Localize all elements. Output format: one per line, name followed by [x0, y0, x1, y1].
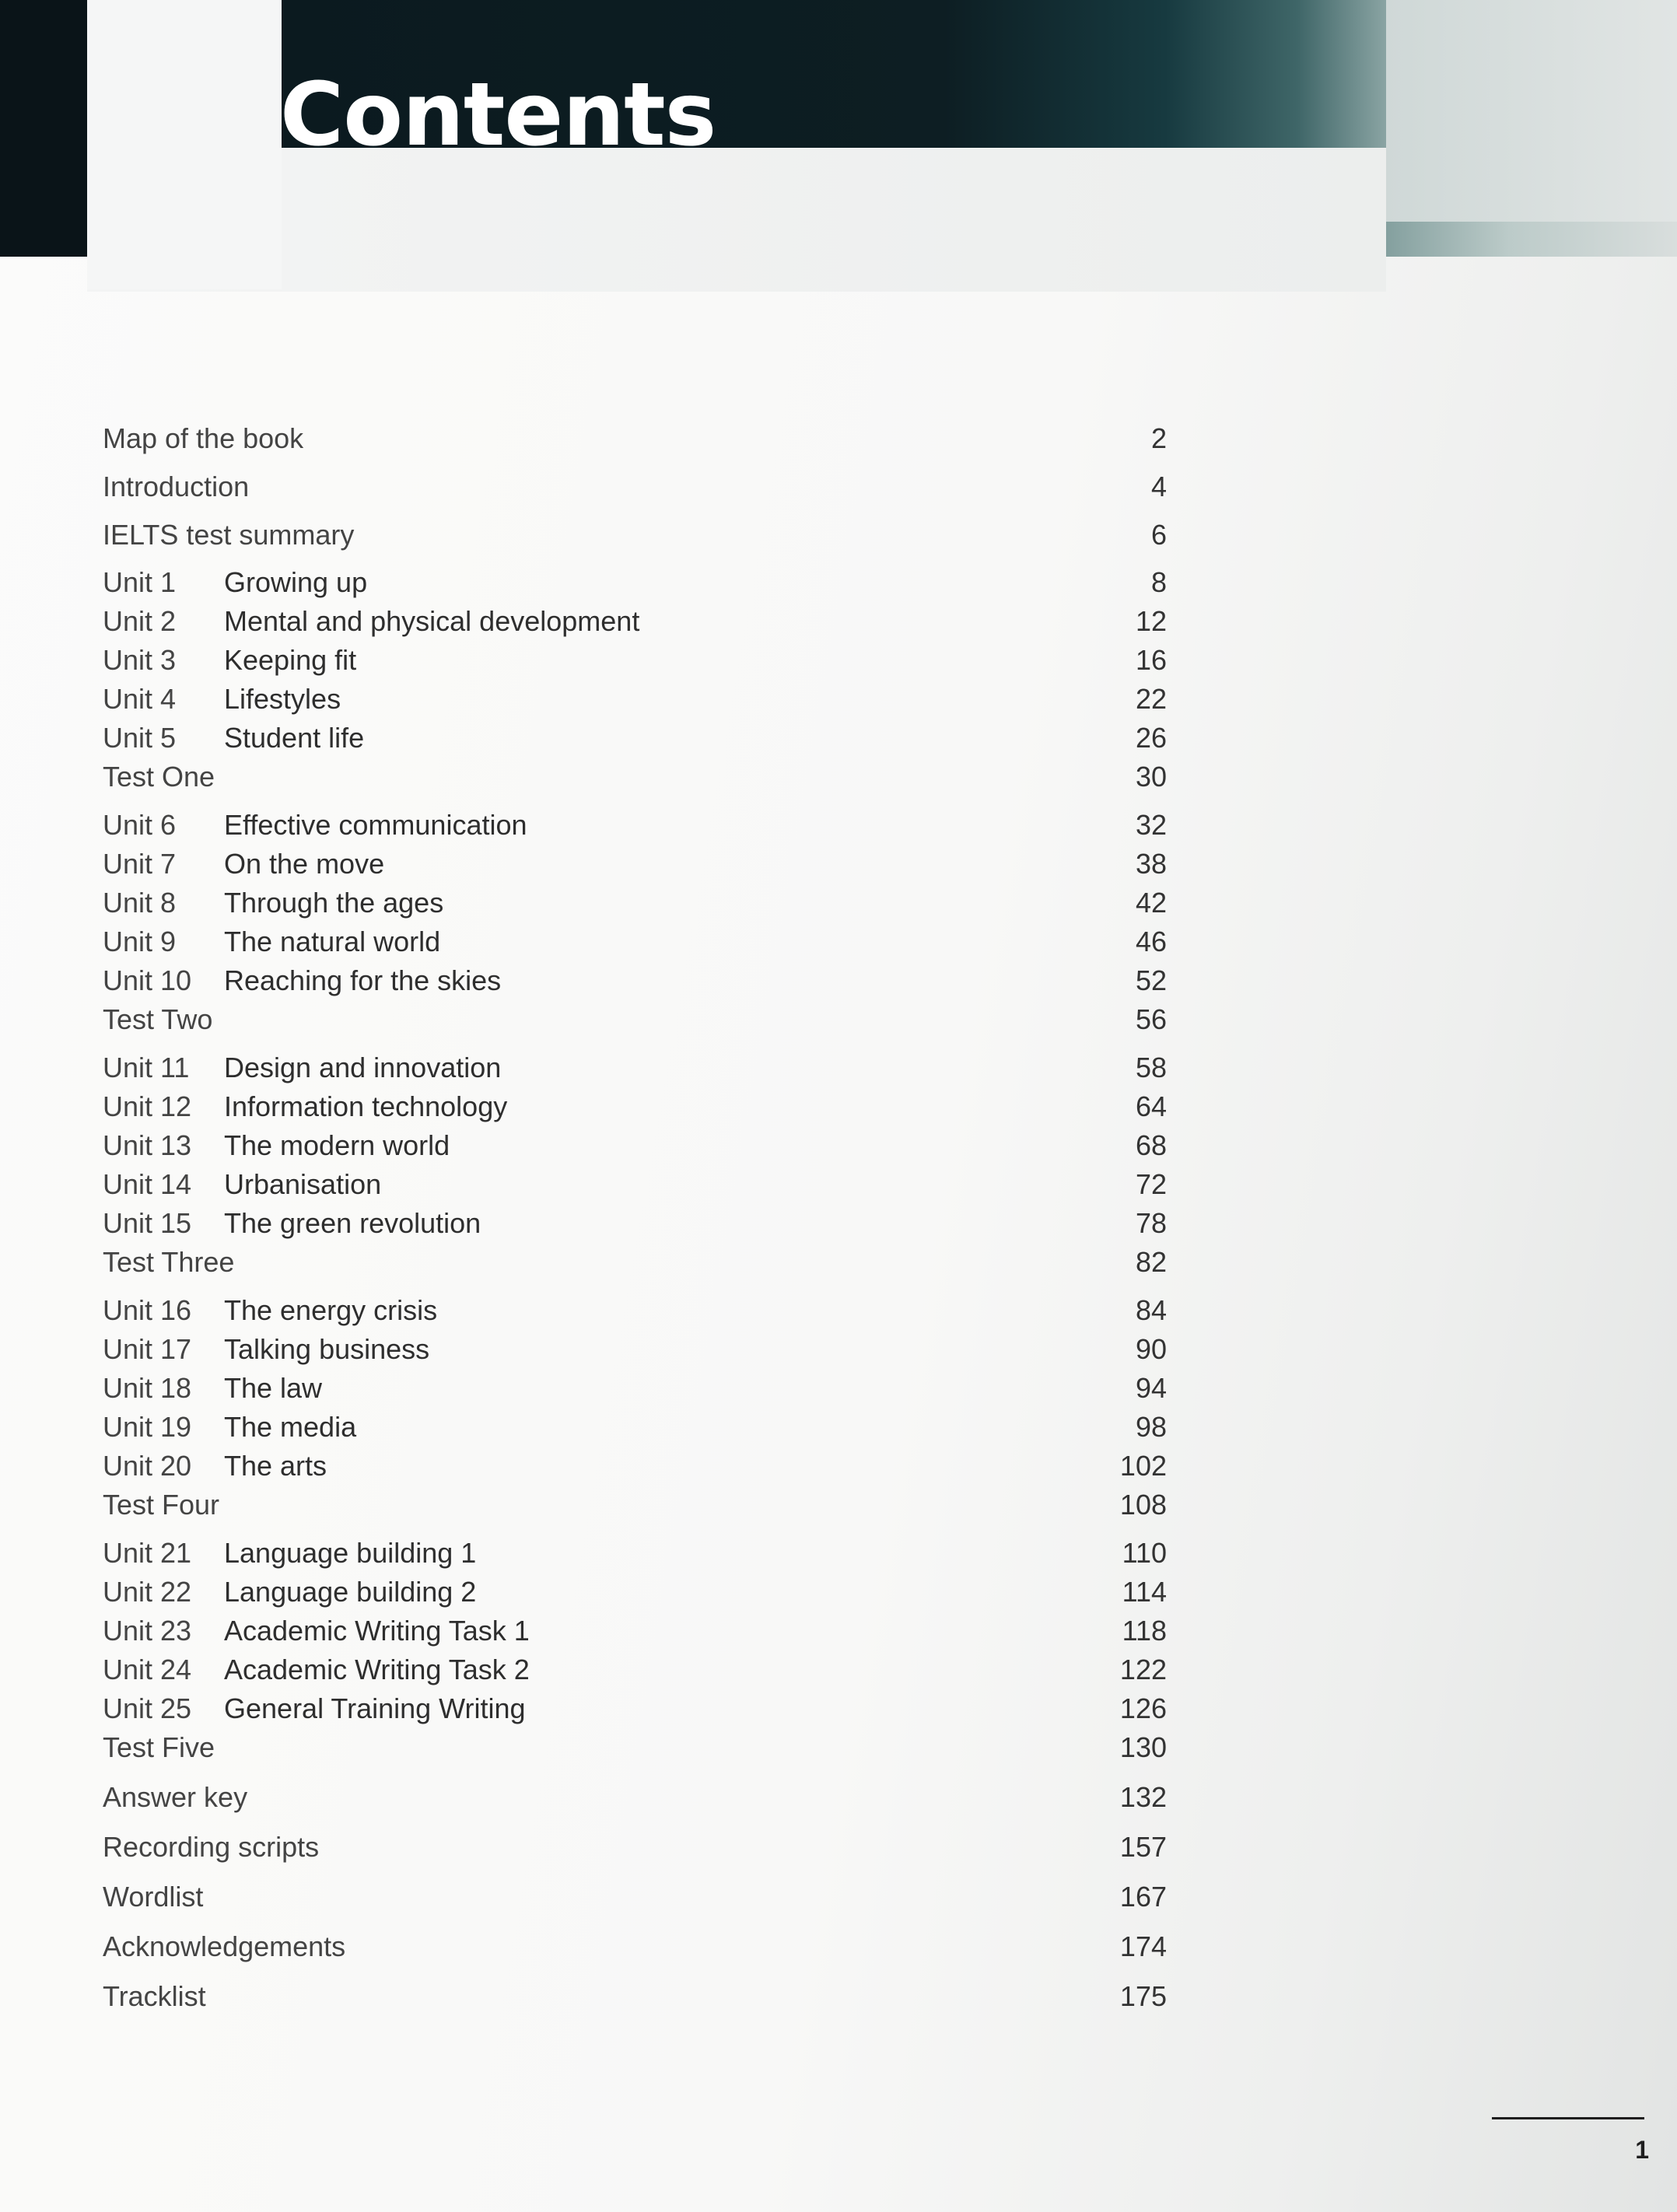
toc-entry-label: Unit 1: [103, 566, 177, 598]
toc-entry-label: Unit 25: [103, 1692, 192, 1724]
toc-entry-label: Answer key: [103, 1781, 248, 1813]
toc-entry-title: Information technology: [224, 1090, 508, 1122]
page-title: Contents: [280, 65, 716, 166]
toc-entry: [0, 1612, 1677, 1650]
toc-entry-label: Unit 9: [103, 926, 177, 957]
toc-entry-page: 42: [1135, 887, 1167, 919]
toc-entry-label: Unit 12: [103, 1090, 192, 1122]
toc-entry-page: 98: [1135, 1411, 1167, 1443]
toc-entry-label: Unit 4: [103, 683, 177, 715]
toc-entry-title: Urbanisation: [224, 1168, 382, 1200]
toc-entry-page: 68: [1135, 1129, 1167, 1161]
toc-entry: [0, 1244, 1677, 1281]
toc-entry-label: Unit 24: [103, 1654, 192, 1685]
toc-entry-title: Growing up: [224, 566, 368, 598]
footer-rule: [1492, 2117, 1644, 2119]
toc-entry-label: Test Three: [103, 1246, 235, 1278]
toc-entry-page: 2: [1150, 422, 1167, 454]
toc-entry: [0, 1088, 1677, 1125]
toc-entry-label: Test One: [103, 761, 215, 793]
toc-entry-label: Unit 15: [103, 1207, 192, 1239]
toc-entry-label: Introduction: [103, 471, 250, 502]
toc-entry: [0, 1829, 1677, 1866]
toc-entry: [0, 1486, 1677, 1524]
toc-entry-page: 30: [1135, 761, 1167, 793]
toc-entry-page: 12: [1135, 605, 1167, 637]
toc-entry: [0, 1878, 1677, 1916]
toc-entry: [0, 884, 1677, 922]
toc-entry-label: Test Four: [103, 1489, 220, 1521]
toc-entry-label: Recording scripts: [103, 1831, 320, 1863]
toc-entry-title: Design and innovation: [224, 1052, 502, 1083]
toc-entry-title: Lifestyles: [224, 683, 341, 715]
toc-entry-title: Language building 2: [224, 1576, 477, 1608]
toc-entry: [0, 603, 1677, 640]
page-number: 1: [1635, 2136, 1649, 2164]
toc-entry: [0, 1447, 1677, 1485]
toc-entry-title: The law: [224, 1372, 323, 1404]
toc-entry: [0, 420, 1677, 457]
toc-entry-title: The arts: [224, 1450, 327, 1482]
toc-entry: [0, 564, 1677, 601]
toc-entry-label: Unit 13: [103, 1129, 192, 1161]
toc-entry: [0, 642, 1677, 679]
toc-entry-label: Unit 18: [103, 1372, 192, 1404]
toc-entry: [0, 1928, 1677, 1965]
toc-entry-label: Unit 14: [103, 1168, 192, 1200]
toc-entry: [0, 1651, 1677, 1689]
toc-entry-title: Academic Writing Task 1: [224, 1615, 530, 1647]
toc-entry-title: Academic Writing Task 2: [224, 1654, 530, 1685]
toc-entry-page: 64: [1135, 1090, 1167, 1122]
toc-entry-label: Unit 8: [103, 887, 177, 919]
toc-entry-label: Unit 7: [103, 848, 177, 880]
toc-entry: [0, 1001, 1677, 1038]
toc-entry-page: 22: [1135, 683, 1167, 715]
toc-entry: [0, 681, 1677, 718]
toc-entry: [0, 962, 1677, 999]
toc-entry: [0, 1292, 1677, 1329]
toc-entry-page: 16: [1135, 644, 1167, 676]
toc-entry-label: Map of the book: [103, 422, 304, 454]
toc-entry-title: The green revolution: [224, 1207, 481, 1239]
toc-entry-title: The energy crisis: [224, 1294, 438, 1326]
toc-entry-title: General Training Writing: [224, 1692, 526, 1724]
toc-entry-page: 56: [1135, 1003, 1167, 1035]
toc-entry-page: 4: [1150, 471, 1167, 502]
toc-entry: [0, 1331, 1677, 1368]
toc-entry-label: Unit 22: [103, 1576, 192, 1608]
toc-entry: [0, 1978, 1677, 2015]
toc-entry-title: Keeping fit: [224, 644, 357, 676]
toc-entry-label: Acknowledgements: [103, 1930, 346, 1962]
toc-entry-page: 84: [1135, 1294, 1167, 1326]
toc-entry-page: 26: [1135, 722, 1167, 754]
toc-entry-title: Effective communication: [224, 809, 527, 841]
toc-entry: [0, 807, 1677, 844]
toc-entry-title: Mental and physical development: [224, 605, 640, 637]
toc-entry: [0, 719, 1677, 757]
toc-entry-page: 90: [1135, 1333, 1167, 1365]
toc-entry-label: Unit 20: [103, 1450, 192, 1482]
toc-entry-label: Unit 6: [103, 809, 177, 841]
toc-entry: [0, 758, 1677, 796]
toc-entry-page: 118: [1122, 1615, 1167, 1647]
toc-entry-page: 157: [1119, 1831, 1167, 1863]
toc-entry: [0, 1779, 1677, 1816]
toc-entry-label: Unit 3: [103, 644, 177, 676]
toc-entry-page: 114: [1122, 1576, 1167, 1608]
toc-entry: [0, 1205, 1677, 1242]
toc-entry-label: Test Two: [103, 1003, 213, 1035]
toc-entry-label: Unit 5: [103, 722, 177, 754]
toc-entry-label: Test Five: [103, 1731, 215, 1763]
toc-entry-label: Unit 19: [103, 1411, 192, 1443]
toc-entry: [0, 1409, 1677, 1446]
toc-entry-page: 108: [1119, 1489, 1167, 1521]
toc-entry-label: Unit 16: [103, 1294, 192, 1326]
toc-entry: [0, 1535, 1677, 1572]
toc-entry-label: Unit 21: [103, 1537, 192, 1569]
toc-entry: [0, 1166, 1677, 1203]
toc-entry-label: Unit 23: [103, 1615, 192, 1647]
toc-entry-page: 132: [1119, 1781, 1167, 1813]
toc-entry-page: 167: [1119, 1881, 1167, 1913]
toc-entry-title: The modern world: [224, 1129, 450, 1161]
toc-entry-title: On the move: [224, 848, 385, 880]
toc-entry-page: 52: [1135, 964, 1167, 996]
toc-entry-page: 38: [1135, 848, 1167, 880]
toc-entry-page: 6: [1150, 519, 1167, 551]
toc-entry: [0, 1690, 1677, 1727]
toc-entry-label: Unit 10: [103, 964, 192, 996]
toc-entry-title: The natural world: [224, 926, 441, 957]
toc-entry: [0, 1370, 1677, 1407]
toc-entry-page: 8: [1150, 566, 1167, 598]
toc-entry-page: 174: [1119, 1930, 1167, 1962]
toc-entry-title: Reaching for the skies: [224, 964, 502, 996]
toc-entry-title: Through the ages: [224, 887, 444, 919]
toc-entry-page: 82: [1135, 1246, 1167, 1278]
toc-entry-page: 46: [1135, 926, 1167, 957]
toc-entry: [0, 468, 1677, 506]
toc-entry: [0, 923, 1677, 961]
toc-entry: [0, 1049, 1677, 1087]
toc-entry-page: 126: [1119, 1692, 1167, 1724]
toc-entry-page: 122: [1119, 1654, 1167, 1685]
toc-entry-label: Wordlist: [103, 1881, 204, 1913]
toc-entry-label: Unit 11: [103, 1052, 190, 1083]
toc-entry-page: 78: [1135, 1207, 1167, 1239]
toc-entry-page: 58: [1135, 1052, 1167, 1083]
toc-entry-label: Unit 2: [103, 605, 177, 637]
toc-entry-page: 32: [1135, 809, 1167, 841]
toc-entry-page: 110: [1122, 1537, 1167, 1569]
toc-entry-page: 102: [1119, 1450, 1167, 1482]
toc-entry-title: Talking business: [224, 1333, 430, 1365]
toc-entry-label: Tracklist: [103, 1980, 206, 2012]
toc-entry-title: Student life: [224, 722, 365, 754]
toc-entry: [0, 845, 1677, 883]
toc-entry: [0, 1573, 1677, 1611]
toc-entry-label: IELTS test summary: [103, 519, 355, 551]
toc-entry-title: Language building 1: [224, 1537, 477, 1569]
toc-entry: [0, 1127, 1677, 1164]
toc-entry-page: 72: [1135, 1168, 1167, 1200]
toc-entry-page: 130: [1119, 1731, 1167, 1763]
toc-entry-label: Unit 17: [103, 1333, 192, 1365]
toc-entry: [0, 516, 1677, 554]
toc-entry-page: 94: [1135, 1372, 1167, 1404]
toc-entry: [0, 1729, 1677, 1766]
toc-entry-page: 175: [1119, 1980, 1167, 2012]
toc-entry-title: The media: [224, 1411, 357, 1443]
